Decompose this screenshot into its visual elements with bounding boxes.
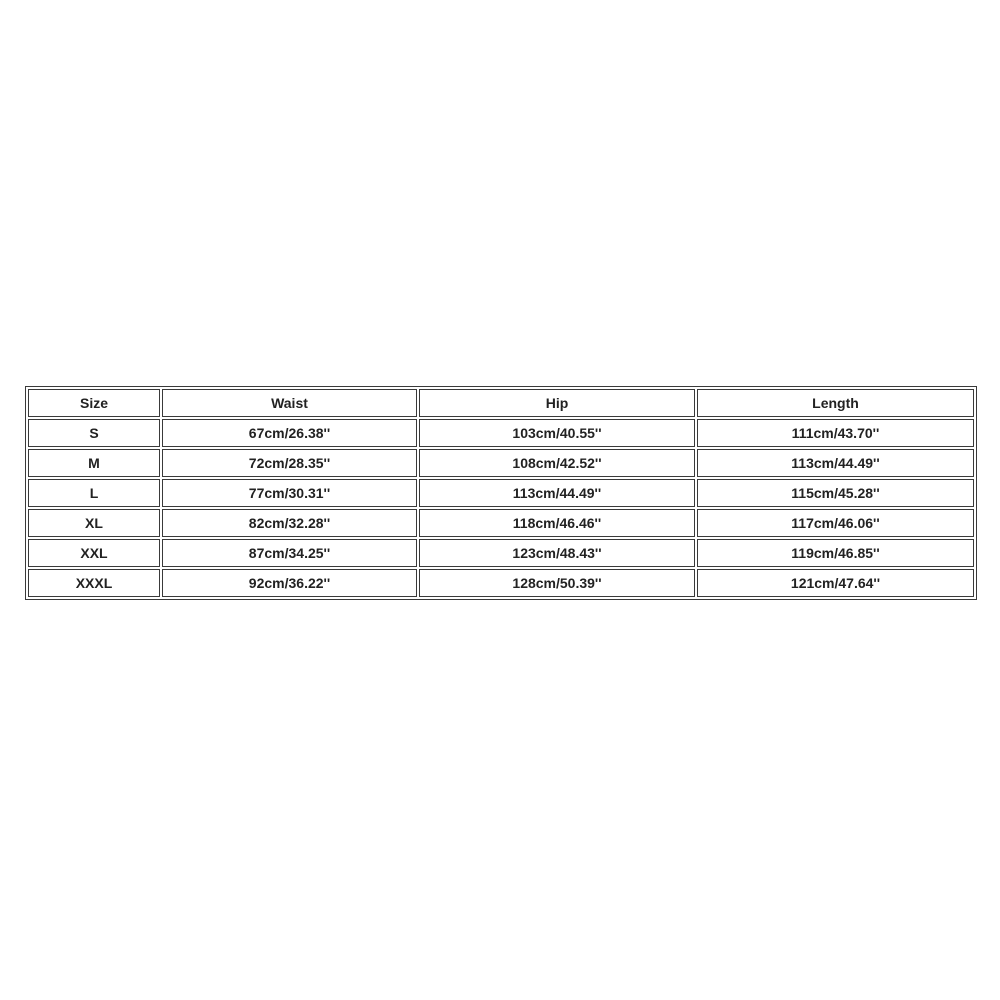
size-cell: XXXL [28,569,160,597]
table-row [28,539,974,567]
table-row [28,479,974,507]
size-cell: S [28,419,160,447]
table-header-row [28,389,974,417]
waist-cell: 67cm/26.38'' [162,419,417,447]
hip-cell: 118cm/46.46'' [419,509,695,537]
table-row [28,449,974,477]
waist-cell: 92cm/36.22'' [162,569,417,597]
waist-cell: 87cm/34.25'' [162,539,417,567]
header-cell-hip: Hip [419,389,695,417]
hip-cell: 128cm/50.39'' [419,569,695,597]
table-row [28,509,974,537]
hip-cell: 113cm/44.49'' [419,479,695,507]
length-cell: 113cm/44.49'' [697,449,974,477]
hip-cell: 103cm/40.55'' [419,419,695,447]
table-row [28,419,974,447]
length-cell: 117cm/46.06'' [697,509,974,537]
length-cell: 115cm/45.28'' [697,479,974,507]
length-cell: 121cm/47.64'' [697,569,974,597]
header-cell-length: Length [697,389,974,417]
hip-cell: 123cm/48.43'' [419,539,695,567]
length-cell: 119cm/46.85'' [697,539,974,567]
size-chart-table [25,386,977,600]
waist-cell: 72cm/28.35'' [162,449,417,477]
waist-cell: 77cm/30.31'' [162,479,417,507]
length-cell: 111cm/43.70'' [697,419,974,447]
size-cell: L [28,479,160,507]
table-row [28,569,974,597]
header-cell-size: Size [28,389,160,417]
waist-cell: 82cm/32.28'' [162,509,417,537]
size-cell: XL [28,509,160,537]
hip-cell: 108cm/42.52'' [419,449,695,477]
size-cell: M [28,449,160,477]
header-cell-waist: Waist [162,389,417,417]
size-cell: XXL [28,539,160,567]
